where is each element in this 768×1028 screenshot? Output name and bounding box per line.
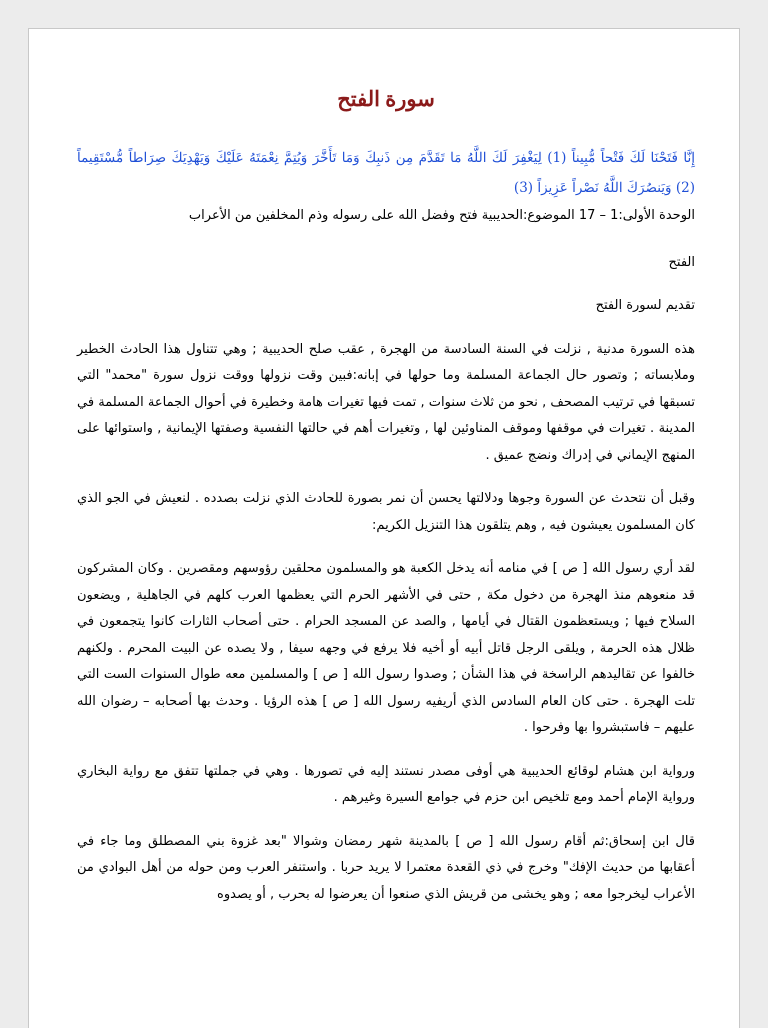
document-content (77, 85, 695, 908)
section-heading: الفتح (668, 254, 695, 270)
unit-line: الوحدة الأولى:1 – 17 الموضوع:الحديبية فتح وفضل الله على رسوله وذم المخلفين من الأعراب (188, 208, 695, 223)
paragraph: وقبل أن نتحدث عن السورة وجوها ودلالتها يحسن أن نمر بصورة للحادث الذي نزلت بصدده . لنعيش في الجو الذي كان المسلمون يعيشون فيه , وهم يتلقون هذا التنزيل الكريم: (77, 491, 695, 533)
paragraph: ورواية ابن هشام لوقائع الحديبية هي أوفى مصدر نستند إليه في تصورها . وهي في جملتها تتفق مع رواية البخاري ورواية الإمام أحمد ومع تلخيص ابن حزم في جوامع السيرة وغيرهم . (77, 763, 695, 805)
quran-verse: إِنَّا فَتَحْنَا لَكَ فَتْحاً مُّبِيناً (1) لِيَغْفِرَ لَكَ اللَّهُ مَا تَقَدَّمَ مِن ذَنبِكَ وَمَا تَأَخَّرَ وَيُتِمَّ نِعْمَتَهُ عَلَيْكَ وَيَهْدِيَكَ صِرَاطاً مُّسْتَقِيماً (2) وَيَنصُرَكَ اللَّهُ نَصْراً عَزِيزاً (3) (77, 150, 695, 196)
document-page (28, 28, 740, 1028)
paragraph: قال ابن إسحاق:ثم أقام رسول الله [ ص ] بالمدينة شهر رمضان وشوالا "بعد غزوة بني المصطلق وما جاء في أعقابها من حديث الإفك" وخرج في ذي القعدة معتمرا لا يريد حربا . واستنفر العرب ومن حوله من أهل البوادي من الأعراب ليخرجوا معه ; وهو يخشى من قريش الذي صنعوا أن يعرضوا له بحرب , أو يصدوه (77, 833, 695, 902)
paragraph: لقد أري رسول الله [ ص ] في منامه أنه يدخل الكعبة هو والمسلمون محلقين رؤوسهم ومقصرين . وكان المشركون قد منعوهم منذ الهجرة من دخول مكة , حتى في الأشهر الحرم التي يعظمها العرب كلهم في الجاهلية , ويضعون السلاح فيها ; ويستعظمون القتال في أيامها , والصد عن المسجد الحرام . حتى أصحاب الثارات كانوا يتجمعون في ظلال هذه الحرمة , ويلقى الرجل قاتل أبيه أو أخيه فلا يرفع في وجهه سيفا , ولا يصده عن البيت المحرم . ولكنهم خالفوا عن تقاليدهم الراسخة في هذا الشأن ; وصدوا رسول الله [ ص ] والمسلمين معه طوال السنوات الست التي تلت الهجرة . حتى كان العام السادس الذي أريفيه رسول الله [ ص ] هذه الرؤيا . وحدث بها أصحابه – رضوان الله عليهم – فاستبشروا بها وفرحوا . (77, 561, 695, 735)
intro-heading: تقديم لسورة الفتح (595, 298, 695, 313)
paragraph: هذه السورة مدنية , نزلت في السنة السادسة من الهجرة , عقب صلح الحديبية ; وهي تتناول هذا الحادث الخطير وملابساته ; وتصور حال الجماعة المسلمة وما حولها في إبانه:فبين وقت نزولها ووقت نزول سورة "محمد" التي تسبقها في ترتيب المصحف , نحو من ثلاث سنوات , تمت فيها تغيرات هامة وخطيرة في أحوال الجماعة المسلمة في المدينة . تغيرات في موقفها وموقف المناوئين لها , وتغيرات أهم في حالتها النفسية وصفتها الإيمانية , واستوائها على المنهج الإيماني في إدراك ونضج عميق . (77, 341, 695, 463)
page-title: سورة الفتح (337, 87, 435, 111)
